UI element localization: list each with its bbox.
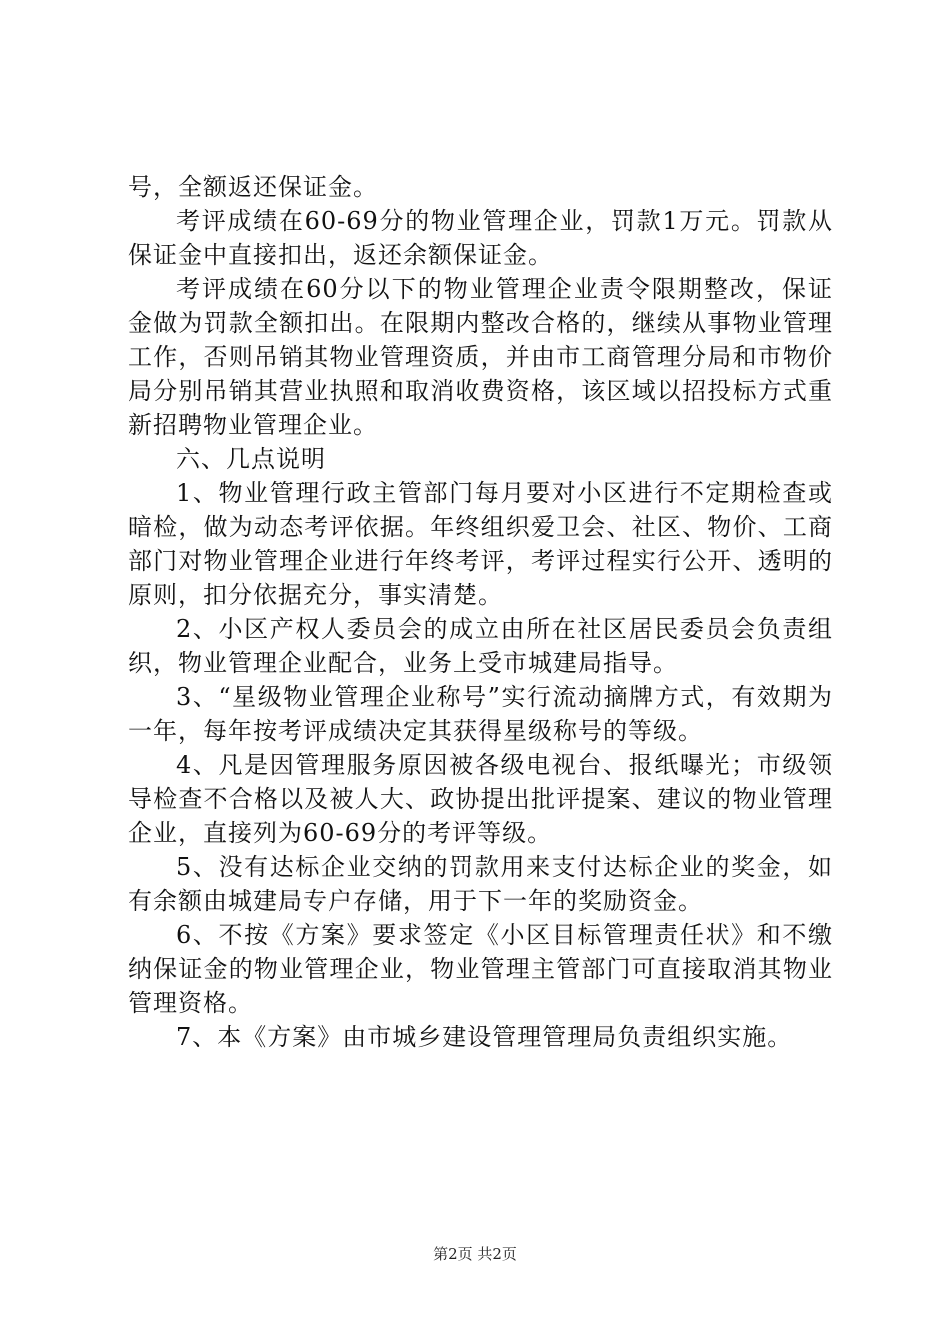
paragraph-note-5: 5、没有达标企业交纳的罚款用来支付达标企业的奖金，如有余额由城建局专户存储，用于下一年的奖励资金。	[128, 853, 833, 915]
section-heading-notes: 六、几点说明	[176, 445, 326, 473]
page-number-footer: 第2页 共2页	[433, 1245, 517, 1263]
paragraph-note-4: 4、凡是因管理服务原因被各级电视台、报纸曝光；市级领导检查不合格以及被人大、政协提出批评提案、建议的物业管理企业，直接列为60-69分的考评等级。	[128, 751, 833, 847]
paragraph-note-2: 2、小区产权人委员会的成立由所在社区居民委员会负责组织，物业管理企业配合，业务上受市城建局指导。	[128, 615, 833, 677]
paragraph-continuation: 号，全额返还保证金。	[128, 173, 378, 201]
paragraph-note-3: 3、“星级物业管理企业称号”实行流动摘牌方式，有效期为一年，每年按考评成绩决定其获得星级称号的等级。	[128, 683, 833, 745]
paragraph-score-below-60: 考评成绩在60分以下的物业管理企业责令限期整改，保证金做为罚款全额扣出。在限期内整改合格的，继续从事物业管理工作，否则吊销其物业管理资质，并由市工商管理分局和市物价局分别吊销其营业执照和取消收费资格，该区域以招投标方式重新招聘物业管理企业。	[128, 275, 833, 439]
paragraph-note-7: 7、本《方案》由市城乡建设管理管理局负责组织实施。	[176, 1023, 793, 1051]
document-body	[128, 170, 833, 1054]
paragraph-note-1: 1、物业管理行政主管部门每月要对小区进行不定期检查或暗检，做为动态考评依据。年终组织爱卫会、社区、物价、工商部门对物业管理企业进行年终考评，考评过程实行公开、透明的原则，扣分依据充分，事实清楚。	[128, 479, 833, 609]
paragraph-score-60-69: 考评成绩在60-69分的物业管理企业，罚款1万元。罚款从保证金中直接扣出，返还余额保证金。	[128, 207, 833, 269]
paragraph-note-6: 6、不按《方案》要求签定《小区目标管理责任状》和不缴纳保证金的物业管理企业，物业管理主管部门可直接取消其物业管理资格。	[128, 921, 833, 1017]
